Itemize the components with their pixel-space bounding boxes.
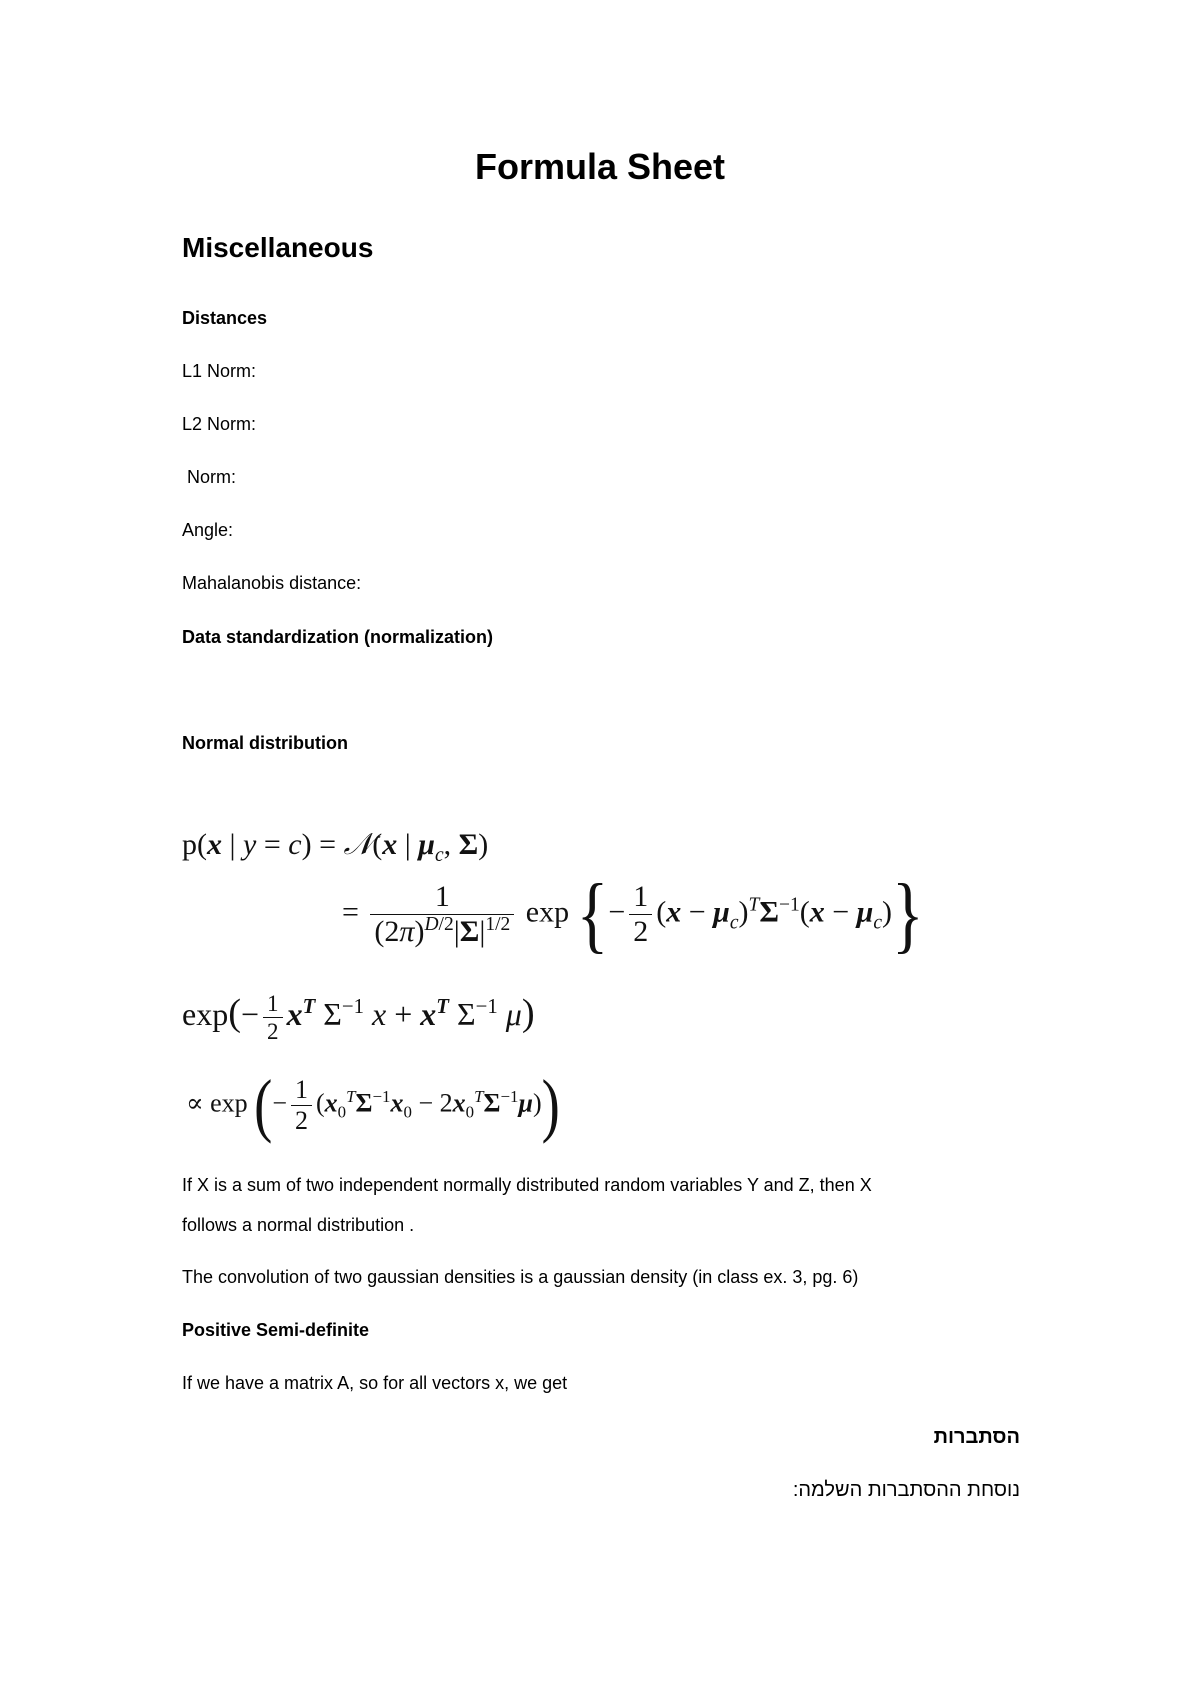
subheading-data-standardization: Data standardization (normalization) [182, 627, 494, 647]
paragraph-sum-of-normals-line1: If X is a sum of two independent normally distributed random variables Y and Z, then X [182, 1175, 872, 1195]
label-norm: Norm: [182, 467, 236, 487]
label-mahalanobis: Mahalanobis distance: [182, 573, 362, 593]
paragraph-convolution: The convolution of two gaussian densities is a gaussian density (in class ex. 3, pg. 6) [182, 1267, 859, 1287]
paragraph-total-probability-hebrew: נוסחת ההסתברות השלמה: [792, 1479, 1020, 1501]
paragraph-sum-of-normals-line2: follows a normal distribution . [182, 1215, 415, 1235]
paragraph-psd-definition: If we have a matrix A, so for all vectors x, we get [182, 1373, 568, 1393]
equation-class-conditional-gaussian: p(x | y = c) = 𝒩(x | $\mu_c$, Σ) [182, 828, 489, 866]
subheading-normal-distribution: Normal distribution [182, 733, 348, 753]
subheading-probability-hebrew: הסתברות [933, 1426, 1020, 1448]
equation-exponent-expanded: exp(− $\frac{1}{2}$ $x^T$ $\Sigma^{-1}$ $x + x^T$ $\Sigma^{-1}$ μ) [182, 990, 535, 1044]
label-angle: Angle: [182, 520, 234, 540]
subheading-positive-semidefinite: Positive Semi-definite [182, 1320, 370, 1340]
page-title: Formula Sheet [474, 146, 726, 187]
equation-proportional-exp: ∝ exp (− $\frac{1}{2}$ $(x_0^T\Sigma^{-1}x_0 - 2x_0^T\Sigma^{-1}\mu)$) [186, 1064, 560, 1145]
label-l1-norm: L1 Norm: [182, 361, 257, 381]
equation-gaussian-density-expanded: = $\frac{1}{(2\pi)^{D/2}|\Sigma|^{1/2}}$ exp {− $\frac{1}{2}$ $(x - \mu_c)^T\Sigma^{-1}(x - \mu_c)$} [342, 866, 924, 962]
subheading-distances: Distances [182, 308, 268, 328]
label-l2-norm: L2 Norm: [182, 414, 257, 434]
section-heading-miscellaneous: Miscellaneous [182, 232, 374, 263]
